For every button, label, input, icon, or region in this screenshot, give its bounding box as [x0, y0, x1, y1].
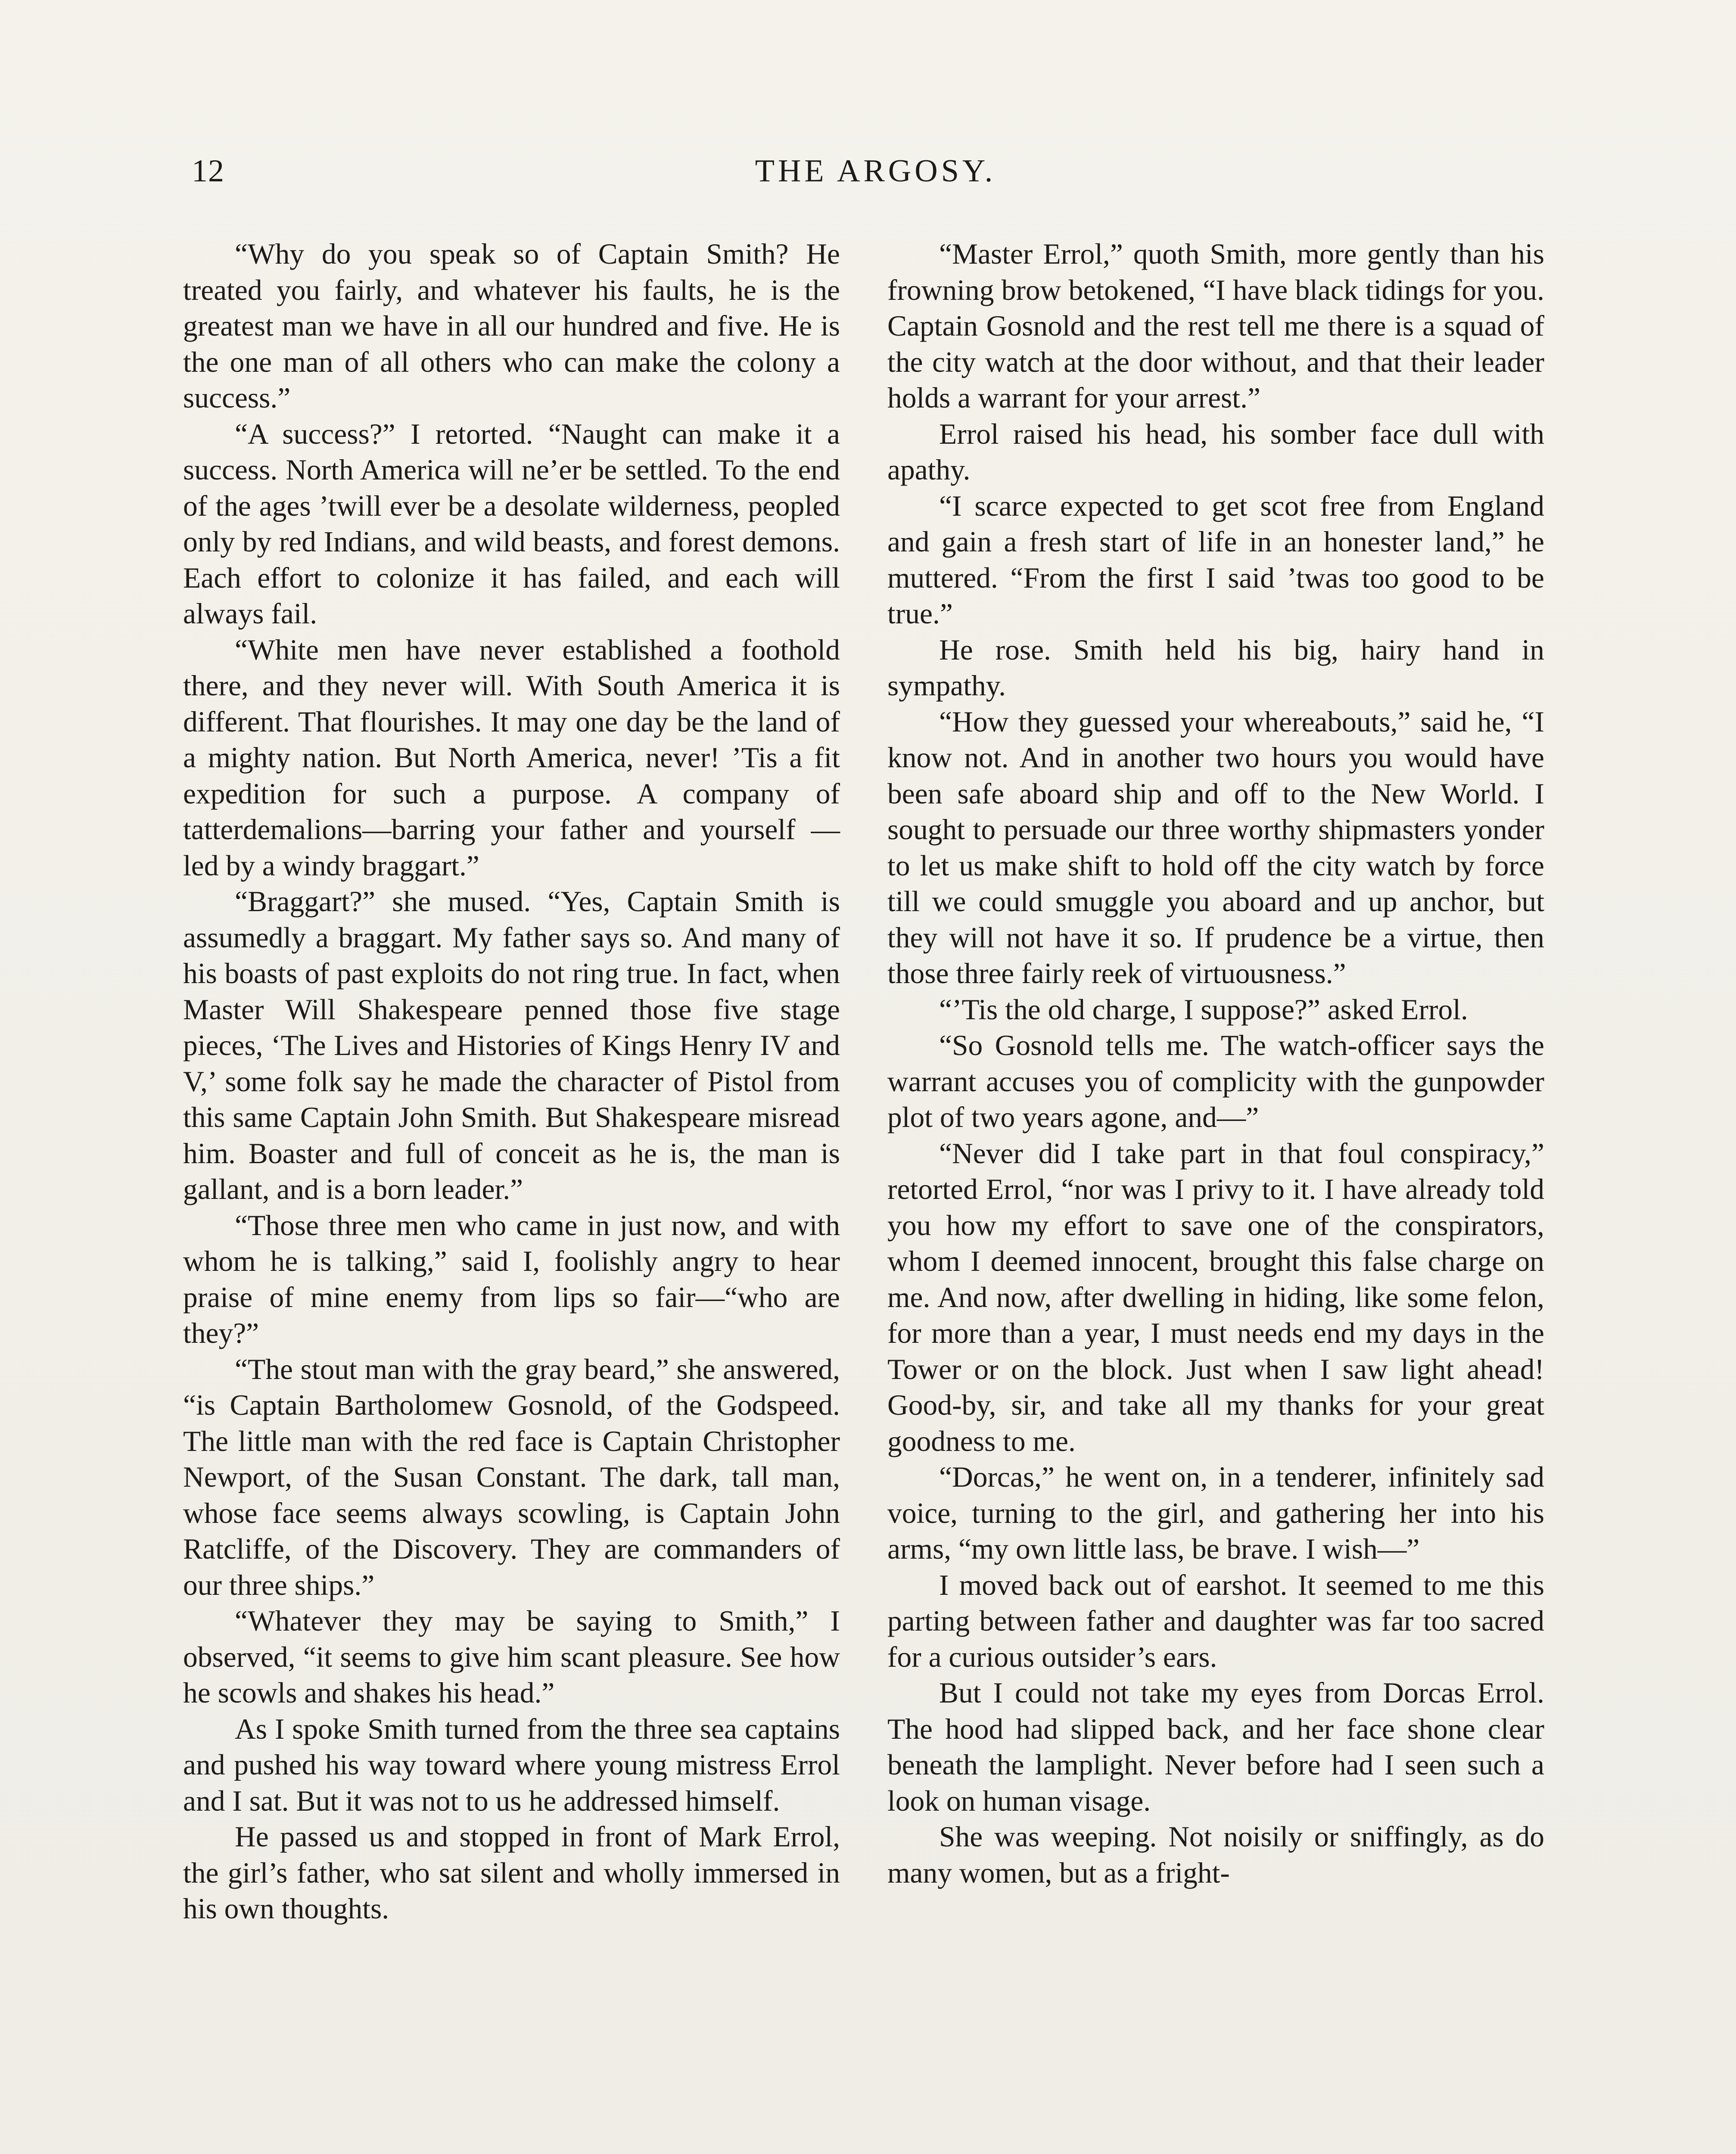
paragraph: “’Tis the old charge, I suppose?” asked Errol. — [939, 993, 1468, 1026]
page-number: 12 — [192, 153, 224, 189]
paragraph: “Braggart?” she mused. “Yes, Captain Smith is assumedly a braggart. My father says so. And many of his boasts of past exploits do not ring true. In fact, when Master Will Shakespeare penned those five stage pieces, ‘The Lives and Histories of Kings Henry IV and V,’ some folk say he made the character of Pistol from this same Captain John Smith. But Shakespeare misread him. Boaster and full of conceit as he is, the man is gallant, and is a born leader.” — [183, 885, 840, 1205]
paragraph: She was weeping. Not noisily or sniffingly, as do many women, but as a fright- — [887, 1821, 1544, 1889]
paragraph: As I spoke Smith turned from the three sea captains and pushed his way toward where young mistress Errol and I sat. But it was not to us he addressed himself. — [183, 1712, 840, 1817]
paragraph: “Dorcas,” he went on, in a tenderer, infinitely sad voice, turning to the girl, and gathering her into his arms, “my own little lass, be brave. I wish—” — [887, 1461, 1544, 1565]
paragraph: “Why do you speak so of Captain Smith? He treated you fairly, and whatever his faults, he is the greatest man we have in all our hundred and five. He is the one man of all others who can make the colony a success.” — [183, 238, 840, 414]
running-title: THE ARGOSY. — [755, 153, 996, 189]
paragraph: “The stout man with the gray beard,” she answered, “is Captain Bartholomew Gosnold, of the Godspeed. The little man with the red face is Captain Christopher Newport, of the Susan Constant. The dark, tall man, whose face seems always scowling, is Captain John Ratcliffe, of the Discovery. They are commanders of our three ships.” — [183, 1353, 840, 1601]
paragraph: “How they guessed your whereabouts,” said he, “I know not. And in another two hours you would have been safe aboard ship and off to the New World. I sought to persuade our three worthy shipmasters yonder to let us make shift to hold off the city watch by force till we could smuggle you aboard and up anchor, but they will not have it so. If prudence be a virtue, then those three fairly reek of virtuousness.” — [887, 705, 1544, 990]
paragraph: Errol raised his head, his somber face dull with apathy. — [887, 417, 1544, 486]
paragraph: “Never did I take part in that foul conspiracy,” retorted Errol, “nor was I privy to it. I have already told you how my effort to save one of the conspirators, whom I deemed innocent, brought this false charge on me. And now, after dwelling in hiding, like some felon, for more than a year, I must needs end my days in the Tower or on the block. Just when I saw light ahead! Good-by, sir, and take all my thanks for your great goodness to me. — [887, 1137, 1544, 1457]
paragraph: “So Gosnold tells me. The watch-officer says the warrant accuses you of complicity with the gunpowder plot of two years agone, and—” — [887, 1029, 1544, 1133]
paragraph: But I could not take my eyes from Dorcas Errol. The hood had slipped back, and her face shone clear beneath the lamplight. Never before had I seen such a look on human visage. — [887, 1677, 1544, 1817]
paragraph: I moved back out of earshot. It seemed to me this parting between father and daughter was far too sacred for a curious outsider’s ears. — [887, 1569, 1544, 1673]
paragraph: He rose. Smith held his big, hairy hand in sympathy. — [887, 633, 1544, 702]
paragraph: “I scarce expected to get scot free from England and gain a fresh start of life in an honester land,” he muttered. “From the first I said ’twas too good to be true.” — [887, 489, 1544, 630]
page-header — [192, 153, 1559, 200]
paragraph: “A success?” I retorted. “Naught can make it a success. North America will ne’er be settled. To the end of the ages ’twill ever be a desolate wilderness, peopled only by red Indians, and wild beasts, and forest demons. Each effort to colonize it has failed, and each will always fail. — [183, 417, 840, 630]
left-column — [183, 236, 840, 1927]
right-column — [887, 236, 1544, 1891]
paragraph: “Master Errol,” quoth Smith, more gently than his frowning brow betokened, “I have black tidings for you. Captain Gosnold and the rest tell me there is a squad of the city watch at the door without, and that their leader holds a warrant for your arrest.” — [887, 238, 1544, 414]
paragraph: He passed us and stopped in front of Mark Errol, the girl’s father, who sat silent and wholly immersed in his own thoughts. — [183, 1821, 840, 1925]
paragraph: “White men have never established a foothold there, and they never will. With South America it is different. That flourishes. It may one day be the land of a mighty nation. But North America, never! ’Tis a fit expedition for such a purpose. A company of tatterdemalions—barring your father and yourself — led by a windy braggart.” — [183, 633, 840, 882]
paragraph: “Those three men who came in just now, and with whom he is talking,” said I, foolishly angry to hear praise of mine enemy from lips so fair—“who are they?” — [183, 1209, 840, 1349]
paragraph: “Whatever they may be saying to Smith,” I observed, “it seems to give him scant pleasure. See how he scowls and shakes his head.” — [183, 1605, 840, 1709]
